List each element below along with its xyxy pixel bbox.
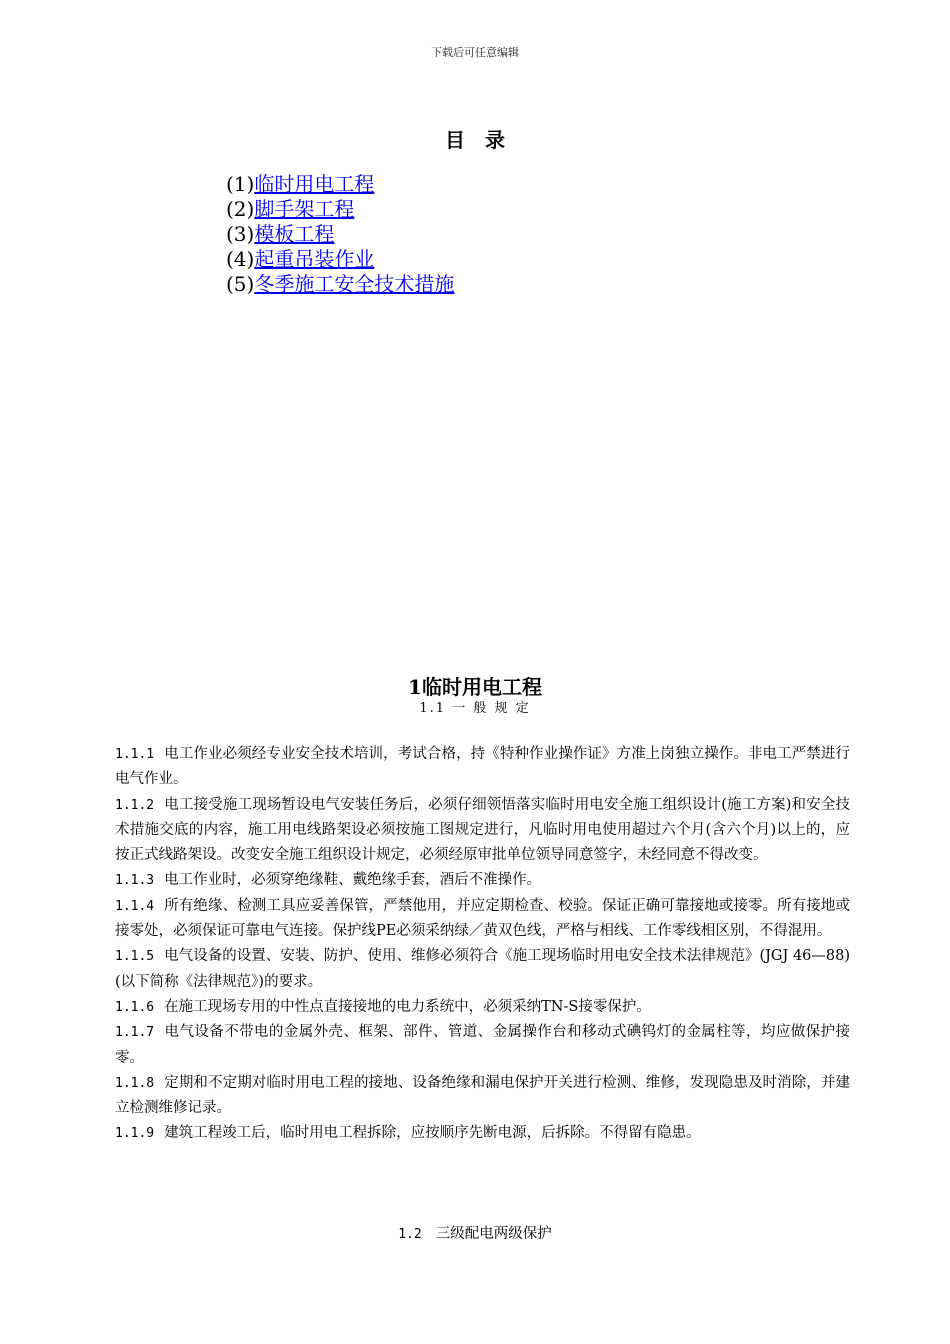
clause-number: 1.1.5 (115, 949, 155, 965)
clause-number: 1.1.9 (115, 1126, 155, 1142)
toc-item-number: (2) (226, 197, 255, 221)
clause-text: 电气设备不带电的金属外壳、框架、部件、管道、金属操作台和移动式碘钨灯的金属柱等，均应做保护接零。 (115, 1024, 850, 1066)
clause-text: 电工接受施工现场暂设电气安装任务后，必须仔细领悟落实临时用电安全施工组织设计(施工方案)和安全技术措施交底的内容，施工用电线路架设必须按施工图规定进行，凡临时用电使用超过六个月(含六个月)以上的，应按正式线路架设。改变安全施工组织设计规定，必须经原审批单位领导同意签字，未经同意不得改变。 (115, 796, 850, 864)
clause-number: 1.1.8 (115, 1075, 155, 1091)
clause-text: 电气设备的设置、安装、防护、使用、维修必须符合《施工现场临时用电安全技术法律规范》(JGJ 46—88)(以下简称《法律规范》)的要求。 (115, 948, 850, 990)
toc-link-temporary-power[interactable]: 临时用电工程 (254, 172, 375, 196)
clause-text: 定期和不定期对临时用电工程的接地、设备绝缘和漏电保护开关进行检测、维修，发现隐患及时消除，并建立检测维修记录。 (115, 1074, 850, 1117)
toc-item-number: (1) (226, 172, 255, 196)
toc-item-number: (5) (226, 272, 255, 296)
clause-item (115, 1071, 850, 1122)
clause-item (115, 995, 850, 1020)
clause-text: 在施工现场专用的中性点直接接地的电力系统中，必须采纳TN-S接零保护。 (164, 998, 651, 1015)
toc-link-formwork[interactable]: 模板工程 (254, 222, 335, 246)
toc-link-hoisting[interactable]: 起重吊装作业 (254, 247, 375, 271)
clause-number: 1.1.7 (115, 1025, 155, 1041)
clause-number: 1.1.1 (115, 747, 155, 762)
page-header-note: 下载后可任意编辑 (431, 46, 519, 59)
toc-item-number: (4) (226, 247, 255, 271)
toc-title: 目录 (445, 128, 525, 152)
clause-item (115, 868, 850, 893)
toc-item-4 (226, 247, 454, 272)
clause-number: 1.1.2 (115, 797, 155, 813)
toc-item-5 (226, 272, 454, 297)
clause-number: 1.1.6 (115, 999, 155, 1015)
clause-item (115, 944, 850, 995)
clause-text: 电工作业必须经专业安全技术培训，考试合格，持《特种作业操作证》方准上岗独立操作。非电工严禁进行电气作业。 (115, 746, 850, 788)
clause-item (115, 1121, 850, 1146)
clause-text: 电工作业时，必须穿绝缘鞋、戴绝缘手套，酒后不准操作。 (164, 872, 542, 889)
toc-item-2 (226, 197, 454, 222)
clause-item (115, 894, 850, 945)
clause-text: 建筑工程竣工后，临时用电工程拆除，应按顺序先断电源，后拆除。不得留有隐患。 (164, 1125, 701, 1142)
clause-text: 所有绝缘、检测工具应妥善保管，严禁他用，并应定期检查、校验。保证正确可靠接地或接零。所有接地或接零处，必须保证可靠电气连接。保护线PE必须采纳绿／黄双色线，严格与相线、工作零线相区别，不得混用。 (115, 897, 850, 940)
table-of-contents (226, 172, 454, 297)
toc-link-winter-construction[interactable]: 冬季施工安全技术措施 (254, 272, 455, 296)
clause-item (115, 742, 850, 793)
next-section-title: 三级配电两级保护 (435, 1226, 552, 1242)
toc-item-number: (3) (226, 222, 255, 246)
toc-item-3 (226, 222, 454, 247)
toc-item-1 (226, 172, 454, 197)
clause-number: 1.1.4 (115, 898, 155, 914)
toc-link-scaffolding[interactable]: 脚手架工程 (254, 197, 355, 221)
clause-list (115, 742, 850, 1147)
clause-item (115, 793, 850, 869)
next-section-heading (0, 1222, 950, 1243)
subsection-title: 1.1 一 般 规 定 (419, 701, 531, 716)
clause-number: 1.1.3 (115, 873, 155, 889)
next-section-number: 1.2 (398, 1227, 422, 1242)
clause-item (115, 1020, 850, 1071)
section-title: 1临时用电工程 (408, 675, 542, 699)
